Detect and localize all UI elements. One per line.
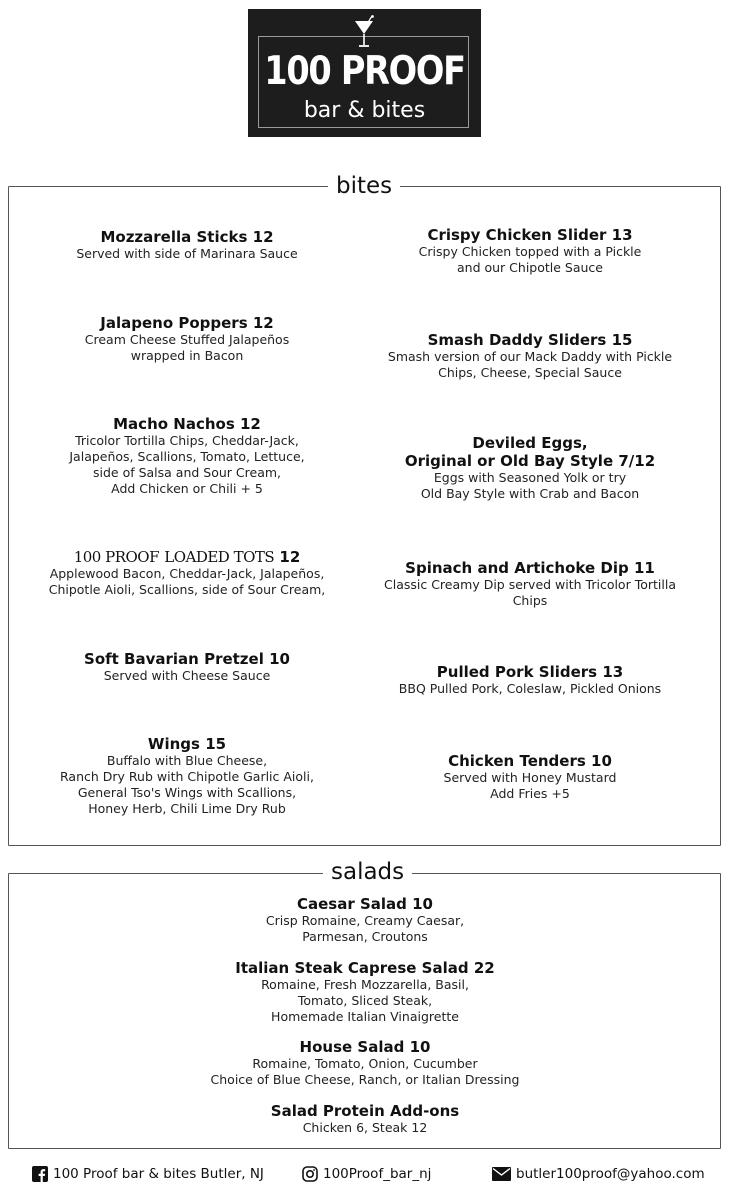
item-title: Soft Bavarian Pretzel 10 — [84, 650, 290, 668]
item-description: Served with side of Marinara Sauce — [76, 246, 298, 261]
logo-subtitle: bar & bites — [303, 98, 426, 123]
instagram-text: 100Proof_bar_nj — [323, 1166, 432, 1182]
bite-item — [370, 559, 690, 609]
item-description: Tricolor Tortilla Chips, Cheddar-Jack, Jalapeños, Scallions, Tomato, Lettuce, side of Salsa and Sour Cream, Add Chicken or Chili + 5 — [69, 433, 305, 496]
item-title: Pulled Pork Sliders 13 — [436, 663, 624, 681]
bites-section-title: bites — [328, 172, 400, 200]
item-description: Chicken 6, Steak 12 — [302, 1120, 428, 1135]
logo — [248, 9, 481, 137]
item-description: Crispy Chicken topped with a Pickle and our Chipotle Sauce — [418, 244, 642, 275]
item-title: Caesar Salad 10 — [296, 895, 433, 913]
item-description: Cream Cheese Stuffed Jalapeños wrapped in Bacon — [84, 332, 290, 363]
item-title: 100 PROOF LOADED TOTS 12 — [73, 548, 301, 566]
bite-item — [370, 434, 690, 502]
bite-item — [27, 650, 347, 684]
bite-item — [370, 226, 690, 276]
email-text: butler100proof@yahoo.com — [516, 1166, 705, 1182]
item-title: House Salad 10 — [299, 1038, 431, 1056]
salad-item — [10, 959, 720, 1025]
bite-item — [27, 415, 347, 497]
item-description: Smash version of our Mack Daddy with Pickle Chips, Cheese, Special Sauce — [387, 349, 673, 380]
bite-item — [370, 663, 690, 697]
salad-item — [10, 1102, 720, 1136]
bite-item — [27, 314, 347, 364]
item-description: Eggs with Seasoned Yolk or try Old Bay Style with Crab and Bacon — [420, 470, 640, 501]
bite-item — [370, 752, 690, 802]
facebook-icon — [32, 1166, 48, 1182]
item-description: Buffalo with Blue Cheese, Ranch Dry Rub with Chipotle Garlic Aioli, General Tso's Wings with Scallions, Honey Herb, Chili Lime Dry Rub — [60, 753, 314, 816]
salad-item — [10, 895, 720, 945]
salads-section-title: salads — [323, 858, 412, 886]
logo-name: 100 PROOF — [264, 49, 465, 94]
item-description: Served with Honey Mustard Add Fries +5 — [443, 770, 617, 801]
bite-item — [27, 548, 347, 598]
facebook-text: 100 Proof bar & bites Butler, NJ — [53, 1166, 264, 1182]
bite-item — [27, 735, 347, 817]
item-title: Macho Nachos 12 — [113, 415, 261, 433]
salad-item — [10, 1038, 720, 1088]
item-title: Crispy Chicken Slider 13 — [427, 226, 633, 244]
cocktail-glass-icon — [352, 15, 376, 49]
footer-facebook[interactable] — [32, 1164, 264, 1184]
footer-email[interactable] — [492, 1164, 705, 1184]
item-description: Romaine, Tomato, Onion, Cucumber Choice of Blue Cheese, Ranch, or Italian Dressing — [210, 1056, 520, 1087]
item-title: Jalapeno Poppers 12 — [100, 314, 274, 332]
item-title: Mozzarella Sticks 12 — [100, 228, 274, 246]
item-title: Salad Protein Add-ons — [270, 1102, 460, 1120]
bite-item — [370, 331, 690, 381]
item-description: Served with Cheese Sauce — [103, 668, 271, 683]
item-title: Chicken Tenders 10 — [448, 752, 612, 770]
item-title: Spinach and Artichoke Dip 11 — [405, 559, 655, 577]
item-description: Applewood Bacon, Cheddar-Jack, Jalapeños, Chipotle Aioli, Scallions, side of Sour Cream, — [48, 566, 326, 597]
item-description: Classic Creamy Dip served with Tricolor Tortilla Chips — [384, 577, 676, 608]
bite-item — [27, 228, 347, 262]
instagram-icon — [302, 1166, 318, 1182]
item-title: Deviled Eggs, Original or Old Bay Style 7/12 — [404, 434, 656, 470]
item-description: Crisp Romaine, Creamy Caesar, Parmesan, Croutons — [265, 913, 465, 944]
item-description: BBQ Pulled Pork, Coleslaw, Pickled Onions — [398, 681, 662, 696]
footer-instagram[interactable] — [302, 1164, 431, 1184]
item-title: Italian Steak Caprese Salad 22 — [235, 959, 495, 977]
item-title: Wings 15 — [147, 735, 227, 753]
item-description: Romaine, Fresh Mozzarella, Basil, Tomato, Sliced Steak, Homemade Italian Vinaigrette — [261, 977, 469, 1024]
mail-icon — [492, 1167, 511, 1181]
item-title: Smash Daddy Sliders 15 — [427, 331, 633, 349]
